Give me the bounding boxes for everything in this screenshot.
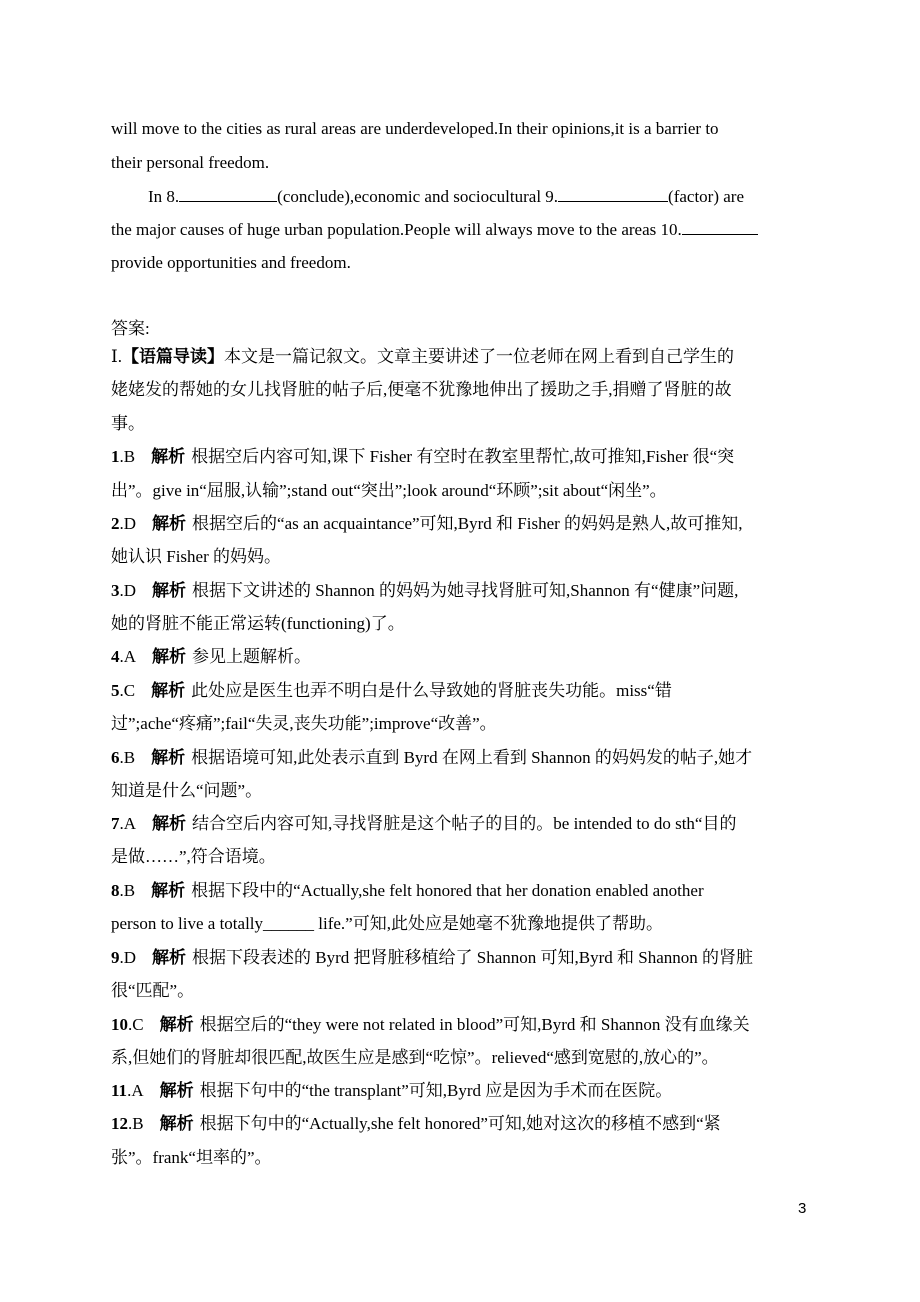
analysis-continuation: person to live a totally______ life.”可知,此处应是她毫不犹豫地提供了帮助。 (111, 914, 663, 933)
analysis-label: 解析 (159, 1081, 194, 1100)
answer-item (111, 513, 743, 535)
answer-choice: .C (128, 1015, 144, 1034)
answer-item (111, 680, 672, 702)
answer-number: 3 (111, 581, 120, 600)
analysis-label: 解析 (159, 1015, 194, 1034)
passage-line-blanks: In 8. (conclude),economic and sociocultural 9. (factor) are (148, 187, 745, 206)
analysis-label: 解析 (151, 881, 186, 900)
answer-item (111, 947, 753, 969)
answer-choice: .D (119, 581, 137, 600)
answer-choice: .A (127, 1081, 144, 1100)
analysis-continuation: 过”;ache“疼痛”;fail“失灵,丧失功能”;improve“改善”。 (111, 714, 497, 733)
analysis-label: 解析 (151, 681, 186, 700)
answer-choice: .B (119, 748, 136, 767)
answer-choice: .D (119, 948, 137, 967)
analysis-label: 解析 (152, 647, 187, 666)
page-number: 3 (798, 1200, 807, 1217)
intro-line: Ⅰ.【语篇导读】本文是一篇记叙文。文章主要讲述了一位老师在网上看到自己学生的 (111, 347, 734, 366)
passage-line-blank: the major causes of huge urban population.People will always move to the areas 10. (111, 218, 758, 241)
answer-number: 5 (111, 681, 120, 700)
analysis-continuation: 出”。give in“屈服,认输”;stand out“突出”;look around“环顾”;sit about“闲坐”。 (111, 481, 667, 500)
answer-item (111, 813, 736, 835)
answer-item (111, 1113, 721, 1135)
answer-item (111, 646, 311, 668)
answer-item (111, 880, 704, 902)
analysis-text: 结合空后内容可知,寻找肾脏是这个帖子的目的。be intended to do sth“目的 (192, 814, 737, 833)
intro-line: 姥姥发的帮她的女儿找肾脏的帖子后,便毫不犹豫地伸出了援助之手,捐赠了肾脏的故 (111, 380, 732, 399)
intro-label: 【语篇导读】 (121, 347, 224, 366)
answer-number: 1 (111, 447, 120, 466)
answer-number: 7 (111, 814, 120, 833)
blank-10 (682, 218, 758, 235)
analysis-text: 根据下文讲述的 Shannon 的妈妈为她寻找肾脏可知,Shannon 有“健康”问题, (192, 581, 739, 600)
analysis-label: 解析 (152, 514, 187, 533)
answer-number: 2 (111, 514, 120, 533)
answer-item (111, 580, 738, 602)
answer-choice: .B (119, 447, 136, 466)
analysis-continuation: 很“匹配”。 (111, 981, 195, 1000)
analysis-text: 根据空后的“as an acquaintance”可知,Byrd 和 Fisher 的妈妈是熟人,故可推知, (192, 514, 743, 533)
blank-8 (179, 185, 277, 202)
analysis-continuation: 系,但她们的肾脏却很匹配,故医生应是感到“吃惊”。relieved“感到宽慰的,放心的”。 (111, 1048, 719, 1067)
analysis-label: 解析 (152, 581, 187, 600)
intro-line: 事。 (111, 414, 145, 433)
analysis-label: 解析 (151, 748, 186, 767)
analysis-text: 根据语境可知,此处表示直到 Byrd 在网上看到 Shannon 的妈妈发的帖子,她才 (191, 748, 753, 767)
answer-number: 12 (111, 1114, 128, 1133)
passage-line: provide opportunities and freedom. (111, 253, 351, 272)
answer-number: 10 (111, 1015, 128, 1034)
analysis-continuation: 她认识 Fisher 的妈妈。 (111, 547, 281, 566)
answers-heading: 答案: (111, 319, 150, 338)
blank-9 (558, 185, 668, 202)
answer-choice: .C (119, 681, 136, 700)
analysis-label: 解析 (151, 447, 186, 466)
analysis-text: 根据下段中的“Actually,she felt honored that her donation enabled another (191, 881, 704, 900)
analysis-text: 此处应是医生也弄不明白是什么导致她的肾脏丧失功能。miss“错 (191, 681, 672, 700)
answer-number: 11 (111, 1081, 128, 1100)
answer-choice: .B (128, 1114, 144, 1133)
answer-number: 8 (111, 881, 120, 900)
analysis-text: 根据下句中的“Actually,she felt honored”可知,她对这次的移植不感到“紧 (199, 1114, 721, 1133)
answer-number: 9 (111, 948, 120, 967)
answer-item (111, 1014, 750, 1036)
analysis-text: 根据空后内容可知,课下 Fisher 有空时在教室里帮忙,故可推知,Fisher 很“突 (191, 447, 735, 466)
analysis-label: 解析 (152, 948, 187, 967)
answer-choice: .A (119, 647, 137, 666)
answer-item (111, 1080, 672, 1102)
analysis-continuation: 张”。frank“坦率的”。 (111, 1148, 272, 1167)
answer-choice: .A (119, 814, 137, 833)
analysis-continuation: 是做……”,符合语境。 (111, 847, 276, 866)
passage-line: their personal freedom. (111, 153, 270, 172)
answer-item (111, 446, 734, 468)
analysis-text: 根据下句中的“the transplant”可知,Byrd 应是因为手术而在医院。 (199, 1081, 673, 1100)
answer-choice: .D (119, 514, 137, 533)
answer-choice: .B (119, 881, 136, 900)
answer-item (111, 747, 752, 769)
analysis-label: 解析 (159, 1114, 194, 1133)
answer-number: 4 (111, 647, 120, 666)
passage-line: will move to the cities as rural areas are underdeveloped.In their opinions,it is a barrier to (111, 119, 719, 138)
analysis-continuation: 知道是什么“问题”。 (111, 781, 263, 800)
analysis-text: 根据下段表述的 Byrd 把肾脏移植给了 Shannon 可知,Byrd 和 Shannon 的肾脏 (192, 948, 754, 967)
analysis-text: 参见上题解析。 (192, 647, 312, 666)
analysis-label: 解析 (152, 814, 187, 833)
analysis-text: 根据空后的“they were not related in blood”可知,Byrd 和 Shannon 没有血缘关 (199, 1015, 750, 1034)
answer-number: 6 (111, 748, 120, 767)
analysis-continuation: 她的肾脏不能正常运转(functioning)了。 (111, 614, 405, 633)
